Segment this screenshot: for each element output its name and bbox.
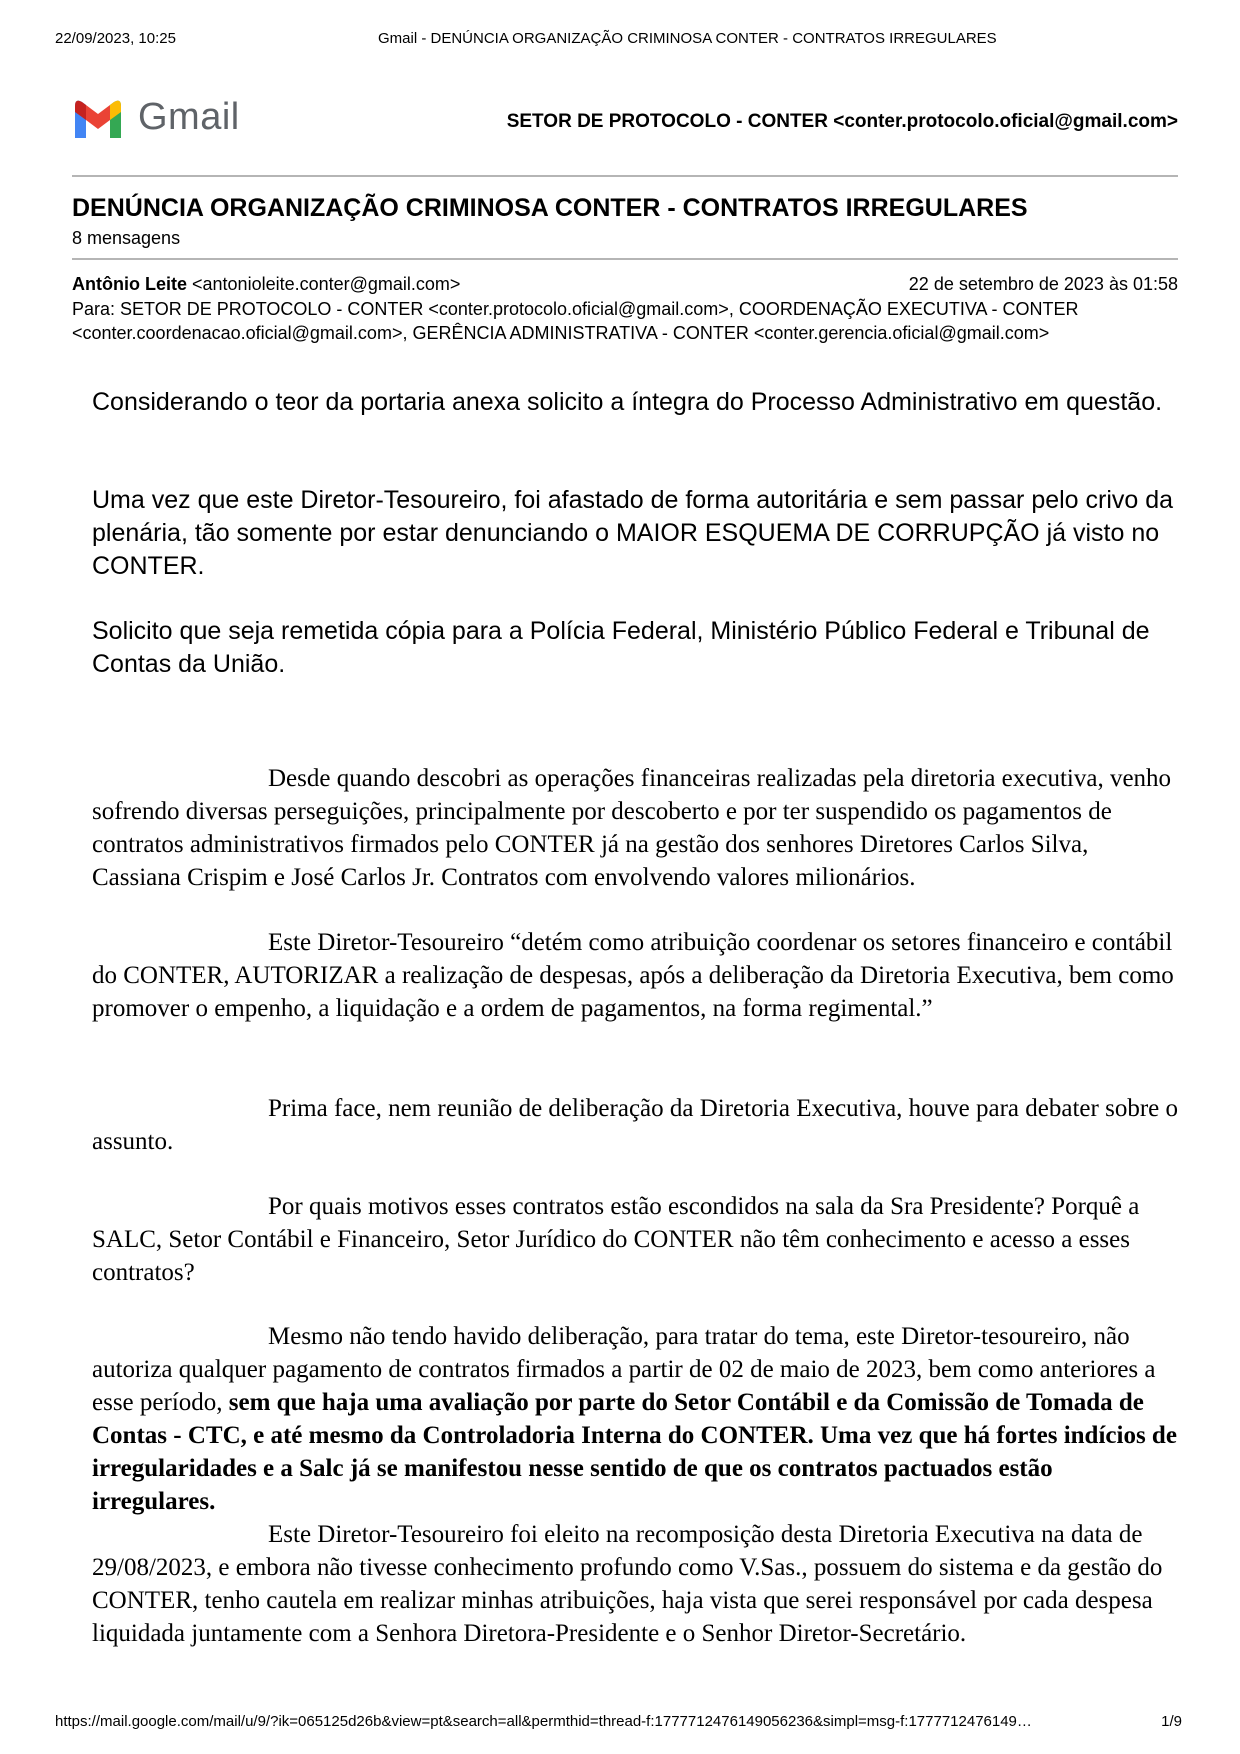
thread-subject: DENÚNCIA ORGANIZAÇÃO CRIMINOSA CONTER - CONTRATOS IRREGULARES — [72, 194, 1028, 222]
message-recipients: Para: SETOR DE PROTOCOLO - CONTER <conter.protocolo.oficial@gmail.com>, COORDENAÇÃO EXECUTIVA - CONTER <conter.coordenacao.oficial@gmail.com>, GERÊNCIA ADMINISTRATIVA - CONTER <conter.gerencia.oficial@gmail.com> — [72, 299, 1079, 343]
letter-paragraph-6: Este Diretor-Tesoureiro foi eleito na recomposição desta Diretoria Executiva na data de 29/08/2023, e embora não tivesse conhecimento profundo como V.Sas., possuem do sistema e da gestão do CONTER, tenho cautela em realizar minhas atribuições, haja vista que serei responsável por cada despesa liquidada juntamente com a Senhora Diretora-Presidente e o Senhor Diretor-Secretário. — [92, 1521, 1163, 1647]
letter-paragraph-2: Este Diretor-Tesoureiro “detém como atribuição coordenar os setores financeiro e contábil do CONTER, AUTORIZAR a realização de despesas, após a deliberação da Diretoria Executiva, bem como promover o empenho, a liquidação e a ordem de pagamentos, na forma regimental.” — [92, 929, 1174, 1022]
letter-paragraph-1: Desde quando descobri as operações financeiras realizadas pela diretoria executiva, venho sofrendo diversas perseguições, principalmente por descoberto e por ter suspendido os pagamentos de contratos administrativos firmados pelo CONTER já na gestão dos senhores Diretores Carlos Silva, Cassiana Crispim e José Carlos Jr. Contratos com envolvendo valores milionários. — [92, 765, 1172, 891]
sender-email: <antonioleite.conter@gmail.com> — [192, 274, 461, 294]
intro-paragraph-2: Uma vez que este Diretor-Tesoureiro, foi afastado de forma autoritária e sem passar pelo crivo da plenária, tão somente por estar denunciando o MAIOR ESQUEMA DE CORRUPÇÃO já visto no CONTER. — [92, 486, 1174, 580]
letter-paragraph-3: Prima face, nem reunião de deliberação da Diretoria Executiva, houve para debater sobre o assunto. — [92, 1095, 1178, 1155]
header-divider — [72, 175, 1178, 177]
sender-name: Antônio Leite — [72, 274, 187, 294]
letter-paragraph-4: Por quais motivos esses contratos estão escondidos na sala da Sra Presidente? Porquê a SALC, Setor Contábil e Financeiro, Setor Jurídico do CONTER não têm conhecimento e acesso a esses contratos? — [92, 1193, 1140, 1286]
intro-paragraph-1: Considerando o teor da portaria anexa solicito a íntegra do Processo Administrativo em questão. — [92, 388, 1163, 416]
message-sender — [72, 274, 460, 295]
subject-divider — [72, 258, 1178, 260]
print-page-number: 1/9 — [1161, 1713, 1182, 1730]
gmail-logo[interactable] — [72, 96, 240, 139]
message-date: 22 de setembro de 2023 às 01:58 — [908, 274, 1178, 294]
gmail-m-logo-icon — [72, 98, 124, 138]
gmail-wordmark: Gmail — [138, 96, 240, 138]
account-identity: SETOR DE PROTOCOLO - CONTER <conter.protocolo.oficial@gmail.com> — [506, 111, 1178, 132]
letter-paragraph-5: Mesmo não tendo havido deliberação, para tratar do tema, este Diretor-tesoureiro, não autoriza qualquer pagamento de contratos firmados a partir de 02 de maio de 2023, bem como anteriores a esse período, sem que haja uma avaliação por parte do Setor Contábil e da Comissão de Tomada de Contas - CTC, e até mesmo da Controladoria Interna do CONTER. Uma vez que há fortes indícios de irregularidades e a Salc já se manifestou nesse sentido de que os contratos pactuados estão irregulares. — [92, 1323, 1177, 1515]
print-datetime: 22/09/2023, 10:25 — [55, 30, 176, 47]
intro-paragraph-3: Solicito que seja remetida cópia para a Polícia Federal, Ministério Público Federal e Tribunal de Contas da União. — [92, 617, 1150, 678]
print-page-title: Gmail - DENÚNCIA ORGANIZAÇÃO CRIMINOSA CONTER - CONTRATOS IRREGULARES — [378, 30, 997, 47]
message-count: 8 mensagens — [72, 228, 181, 248]
letter-paragraph-5-emphasis: sem que haja uma avaliação por parte do Setor Contábil e da Comissão de Tomada de Contas - CTC, e até mesmo da Controladoria Interna do CONTER. Uma vez que há fortes indícios de irregularidades e a Salc já se manifestou nesse sentido de que os contratos pactuados estão irregulares. — [92, 1389, 1177, 1515]
print-footer-url: https://mail.google.com/mail/u/9/?ik=065125d26b&view=pt&search=all&permthid=thread-f:1777712476149056236&simpl=msg-f:1777712476149… — [55, 1713, 1032, 1730]
